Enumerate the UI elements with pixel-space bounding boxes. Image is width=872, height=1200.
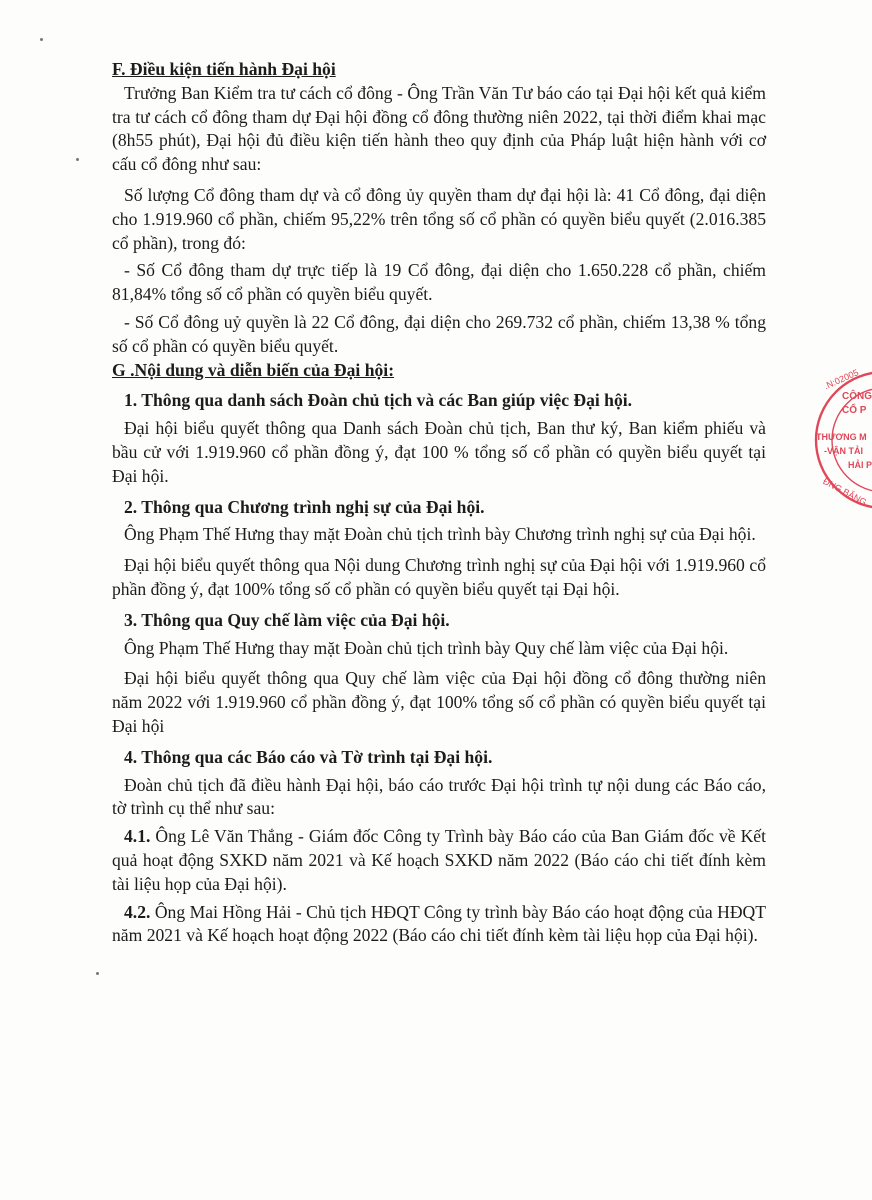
item-text: Ông Lê Văn Thắng - Giám đốc Công ty Trình bày Báo cáo của Ban Giám đốc về Kết quả hoạt động SXKD năm 2021 và Kế hoạch SXKD năm 2022 (Báo cáo chi tiết đính kèm tài liệu họp của Đại hội). [112, 826, 766, 894]
subsection-title: 3. Thông qua Quy chế làm việc của Đại hội. [124, 609, 450, 630]
subsection-paragraph: Đại hội biểu quyết thông qua Quy chế làm việc của Đại hội đồng cổ đông thường niên năm 2022 với 1.919.960 cổ phần đồng ý, đạt 100% tổng số cổ phần có quyền biểu quyết tại Đại hội [112, 668, 766, 736]
scan-speck [76, 158, 79, 161]
subsection-paragraph: Đại hội biểu quyết thông qua Nội dung Chương trình nghị sự của Đại hội với 1.919.960 cổ phần đồng ý, đạt 100% tổng số cổ phần có quyền biểu quyết tại Đại hội. [112, 555, 766, 599]
item-number: 4.2. [124, 901, 151, 922]
subsection-paragraph: Đoàn chủ tịch đã điều hành Đại hội, báo cáo trước Đại hội trình tự nội dung các Báo cáo, tờ trình cụ thể như sau: [112, 774, 766, 819]
section-g-heading: G .Nội dung và diễn biến của Đại hội: [112, 359, 395, 380]
subsection-paragraph: Đại hội biểu quyết thông qua Danh sách Đoàn chủ tịch, Ban thư ký, Ban kiểm phiếu và bầu cử với 1.919.960 cổ phần đồng ý, đạt 100 % tổng số cổ phần có quyền biểu quyết tại Đại hội. [112, 418, 766, 486]
subsection-paragraph: Ông Phạm Thế Hưng thay mặt Đoàn chủ tịch trình bày Quy chế làm việc của Đại hội. [124, 637, 729, 658]
item-text: Ông Mai Hồng Hải - Chủ tịch HĐQT Công ty trình bày Báo cáo hoạt động của HĐQT năm 2021 và Kế hoạch hoạt động 2022 (Báo cáo chi tiết đính kèm tài liệu họp của Đại hội). [112, 901, 766, 946]
scan-speck [40, 38, 43, 41]
seal-text: -VẬN TẢI [824, 446, 863, 456]
seal-text: CÔNG [842, 391, 872, 402]
seal-text: HẢI P [848, 460, 872, 470]
section-f-paragraph: Số lượng Cổ đông tham dự và cổ đông ủy quyền tham dự đại hội là: 41 Cổ đông, đại diện cho 1.919.960 cổ phần, chiếm 95,22% trên tổng số cổ phần có quyền biểu quyết (2.016.385 cổ phần), trong đó: [112, 184, 766, 253]
item-number: 4.1. [124, 826, 151, 847]
document-body [112, 58, 766, 948]
subsection-item [112, 825, 766, 896]
subsection-title: 2. Thông qua Chương trình nghị sự của Đại hội. [124, 496, 485, 517]
subsection-title: 1. Thông qua danh sách Đoàn chủ tịch và các Ban giúp việc Đại hội. [124, 390, 633, 411]
subsection-item [112, 901, 766, 949]
seal-text: ĐNG BĂNG [821, 476, 869, 508]
scan-speck [96, 972, 99, 975]
subsection-paragraph: Ông Phạm Thế Hưng thay mặt Đoàn chủ tịch trình bày Chương trình nghị sự của Đại hội. [124, 524, 756, 545]
seal-text: CỔ P [842, 405, 867, 416]
section-f-bullet: - Số Cổ đông uỷ quyền là 22 Cổ đông, đại diện cho 269.732 cổ phần, chiếm 13,38 % tổng số cổ phần có quyền biểu quyết. [112, 311, 766, 356]
seal-text: .N:02005 [822, 367, 860, 392]
company-seal [812, 360, 872, 520]
subsection-title: 4. Thông qua các Báo cáo và Tờ trình tại Đại hội. [124, 746, 493, 767]
section-f-bullet: - Số Cổ đông tham dự trực tiếp là 19 Cổ đông, đại diện cho 1.650.228 cổ phần, chiếm 81,84% tổng số cổ phần có quyền biểu quyết. [112, 260, 766, 305]
section-f-heading: F. Điều kiện tiến hành Đại hội [112, 59, 336, 79]
section-f-paragraph: Trưởng Ban Kiểm tra tư cách cổ đông - Ông Trần Văn Tư báo cáo tại Đại hội kết quả kiểm tra tư cách cổ đông tham dự Đại hội đồng cổ đông thường niên 2022, tại thời điểm khai mạc (8h55 phút), Đại hội đủ điều kiện tiến hành theo quy định của Pháp luật hiện hành với cơ cấu cổ đông như sau: [112, 82, 766, 175]
seal-text: THƯƠNG M [816, 432, 867, 442]
